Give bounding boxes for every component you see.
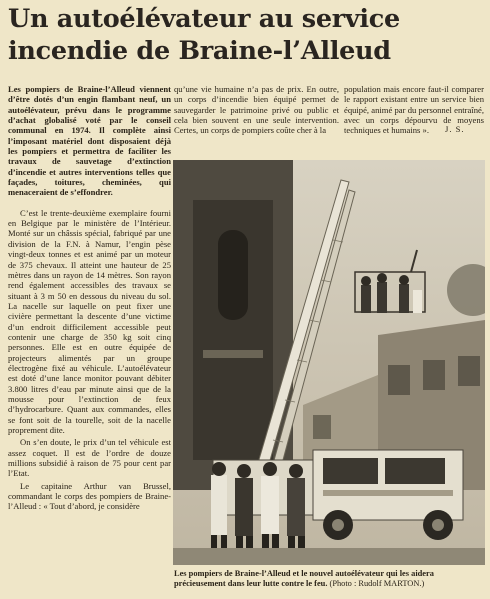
paragraph-quote-start: Le capitaine Arthur van Brussel, commandant le corps des pompiers de Braine-l’Alleud : « Tout d’abord, je considère	[8, 480, 171, 512]
headline-line-1: Un autoélévateur au service	[8, 4, 400, 34]
photo-credit: (Photo : Rudolf MARTON.)	[329, 579, 425, 588]
caption-text: Les pompiers de Braine-l’Alleud et le nouvel autoélévateur qui les aidera précieusement dans leur lutte contre le feu.	[174, 569, 434, 588]
article-column-middle: qu’une vie humaine n’a pas de prix. En outre, un corps d’incendie bien équipé permet de sauvegarder le patrimoine privé ou public et cela bien souvent en une seule intervention. Certes, un corps de pompiers coûte cher à la	[174, 84, 339, 136]
article-headline	[8, 3, 484, 67]
headline-line-2: incendie de Braine-l’Alleud	[8, 36, 391, 66]
article-column-right: population mais encore faut-il comparer le rapport existant entre un service bien équipé, animé par du personnel entraîné, avec un corps dépourvu de moyens techniques et humains ».	[344, 84, 484, 136]
article-photo	[173, 160, 485, 565]
fire-truck-photo-illustration	[173, 160, 485, 565]
lead-paragraph: Les pompiers de Braine-l’Alleud viennent d’être dotés d’un engin flambant neuf, un autoélévateur, prévu dans le programme d’achat globalisé voté par le conseil communal en 1974. Il complète ainsi l’imposant matériel dont disposaient déjà les pompiers et permettra de faciliter les travaux de sauvetage d’extinction d’incendie et autres interventions telles que façades, toitures, cheminées, qui menaceraient de s’effondrer.	[8, 84, 171, 198]
photo-caption	[174, 569, 486, 589]
paragraph-price: On s’en doute, le prix d’un tel véhicule est assez coquet. Il est de l’ordre de douze millions subsidié à raison de 75 pour cent par l’Etat.	[8, 437, 171, 479]
paragraph-specs: C’est le trente-deuxième exemplaire fourni en Belgique par le ministère de l’Intérieur. Monté sur un châssis spécial, fabriqué par une division de la F.N. à Namur, l’engin pèse vingt-deux tonnes et est animé par un moteur de 375 chevaux. Il atteint une hauteur de 25 mètres dans un rayon de 14 mètres. Son rayon rend également accessibles des travaux se situant à 3 m 50 en dessous du niveau du sol. La nacelle sur laquelle on peut fixer une civière permettant la descente d’une victime d’un endroit difficilement accessible peut contenir une charge de 350 kg soit cinq personnes. Elle est en outre équipée de projecteurs alimentés par un groupe électrogène fixé au véhicule. L’autoélévateur est doté d’une lance monitor pouvant débiter 3.800 litres d’eau par minute ainsi que de la mousse pour l’extinction de feux d’hydrocarbure. Quant aux commandes, elles se font soit de la tourelle, soit de la nacelle proprement dite.	[8, 207, 171, 435]
author-signature: J. S.	[445, 124, 465, 134]
article-column-left	[8, 84, 171, 512]
